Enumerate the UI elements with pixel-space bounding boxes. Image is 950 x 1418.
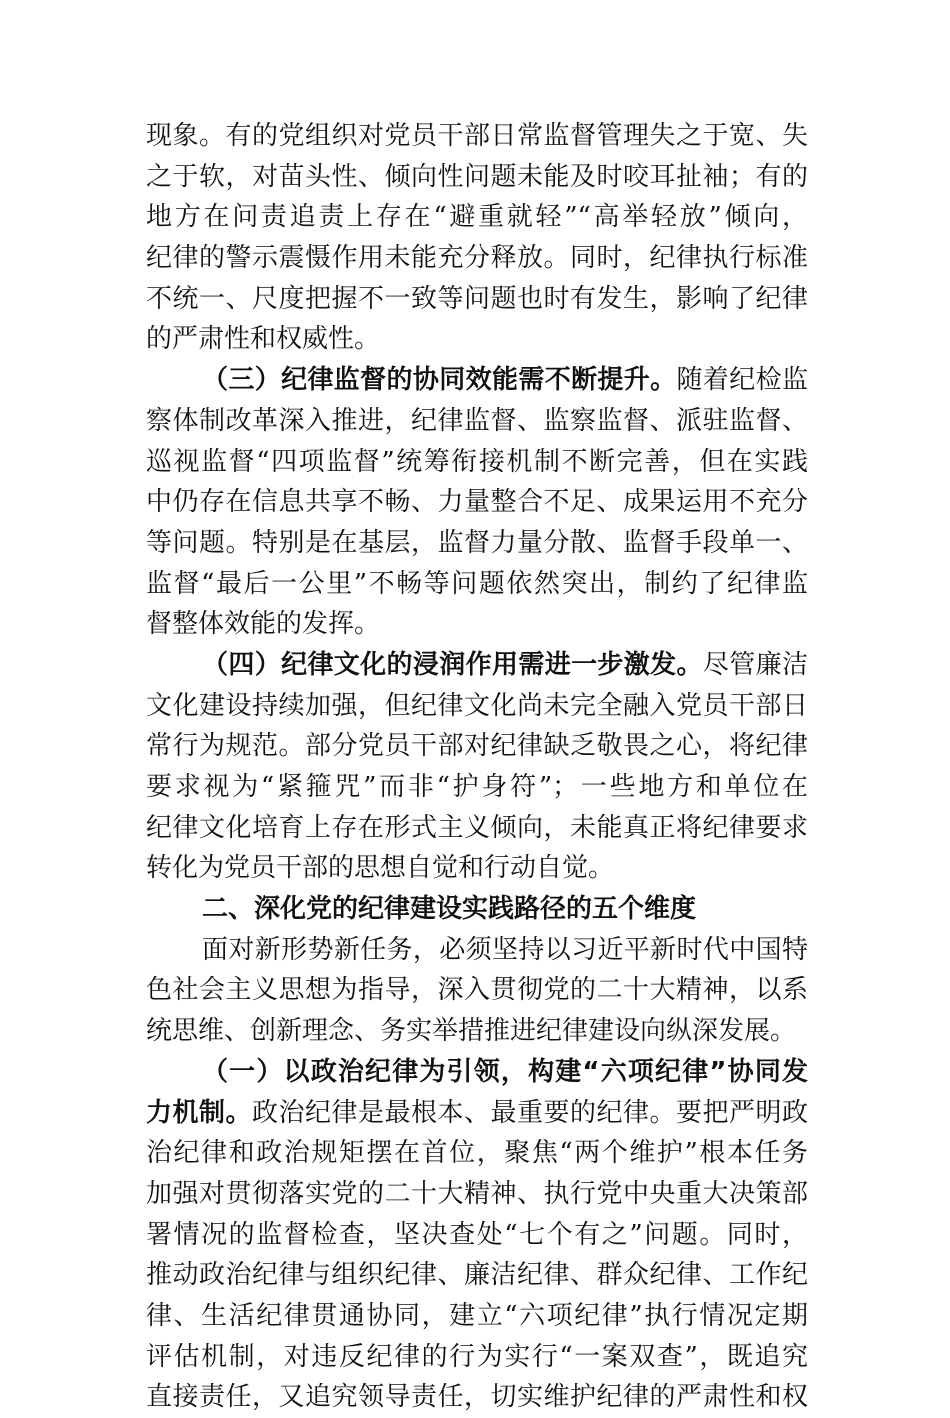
- text-line: 文化建设持续加强，但纪律文化尚未完全融入党员干部日: [146, 690, 808, 721]
- text-line: 评估机制，对违反纪律的行为实行“一案双查”，既追究: [146, 1341, 808, 1372]
- text-line: 治纪律和政治规矩摆在首位，聚焦“两个维护”根本任务: [146, 1138, 808, 1169]
- text-line: 加强对贯彻落实党的二十大精神、执行党中央重大决策部: [146, 1178, 808, 1209]
- text-line: 推动政治纪律与组织纪律、廉洁纪律、群众纪律、工作纪: [146, 1260, 808, 1291]
- section-4-heading-line: [146, 645, 808, 686]
- text-line: 常行为规范。部分党员干部对纪律缺乏敬畏之心，将纪律: [146, 731, 808, 762]
- chapter-2-heading: 二、深化党的纪律建设实践路径的五个维度: [202, 894, 697, 925]
- text-line: 的严肃性和权威性。: [146, 324, 381, 355]
- section-4-text-start: 尽管廉洁: [702, 649, 808, 680]
- section-1-heading-continuation: [146, 1093, 808, 1134]
- text-line: 署情况的监督检查，坚决查处“七个有之”问题。同时，: [146, 1219, 808, 1250]
- text-line: 中仍存在信息共享不畅、力量整合不足、成果运用不充分: [146, 487, 808, 518]
- text-line: 等问题。特别是在基层，监督力量分散、监督手段单一、: [146, 527, 808, 558]
- text-line: 色社会主义思想为指导，深入贯彻党的二十大精神，以系: [146, 975, 808, 1006]
- text-line: 统思维、创新理念、务实举措推进纪律建设向纵深发展。: [146, 1016, 797, 1047]
- text-line: 要求视为“紧箍咒”而非“护身符”；一些地方和单位在: [146, 772, 808, 802]
- section-1-heading-line: （一）以政治纪律为引领，构建“六项纪律”协同发: [202, 1056, 808, 1087]
- text-line: 之于软，对苗头性、倾向性问题未能及时咬耳扯袖；有的: [146, 161, 808, 192]
- text-line: 面对新形势新任务，必须坚持以习近平新时代中国特: [202, 934, 808, 965]
- section-1-text-start: 政治纪律是最根本、最重要的纪律。要把严明政: [252, 1097, 808, 1128]
- text-line: 地方在问责追责上存在“避重就轻”“高举轻放”倾向，: [146, 202, 808, 233]
- section-1-title-end: 力机制。: [146, 1097, 252, 1128]
- text-line: 督整体效能的发挥。: [146, 609, 381, 640]
- section-3-title: （三）纪律监督的协同效能需不断提升。: [202, 365, 677, 396]
- section-4-title: （四）纪律文化的浸润作用需进一步激发。: [202, 649, 703, 680]
- text-line: 纪律的警示震慑作用未能充分释放。同时，纪律执行标准: [146, 243, 808, 274]
- section-3-text-start: 随着纪检监: [676, 365, 808, 396]
- text-line: 巡视监督“四项监督”统筹衔接机制不断完善，但在实践: [146, 446, 808, 477]
- text-line: 现象。有的党组织对党员干部日常监督管理失之于宽、失: [146, 121, 808, 151]
- text-line: 直接责任，又追究领导责任，切实维护纪律的严肃性和权: [146, 1382, 808, 1413]
- text-line: 不统一、尺度把握不一致等问题也时有发生，影响了纪律: [146, 283, 808, 314]
- text-line: 转化为党员干部的思想自觉和行动自觉。: [146, 853, 615, 884]
- section-3-heading-line: [146, 360, 808, 401]
- text-line: 律、生活纪律贯通协同，建立“六项纪律”执行情况定期: [146, 1300, 808, 1331]
- text-line: 纪律文化培育上存在形式主义倾向，未能真正将纪律要求: [146, 812, 808, 843]
- document-body: [146, 116, 808, 1418]
- text-line: 监督“最后一公里”不畅等问题依然突出，制约了纪律监: [146, 568, 808, 599]
- text-line: 察体制改革深入推进，纪律监督、监察监督、派驻监督、: [146, 405, 808, 436]
